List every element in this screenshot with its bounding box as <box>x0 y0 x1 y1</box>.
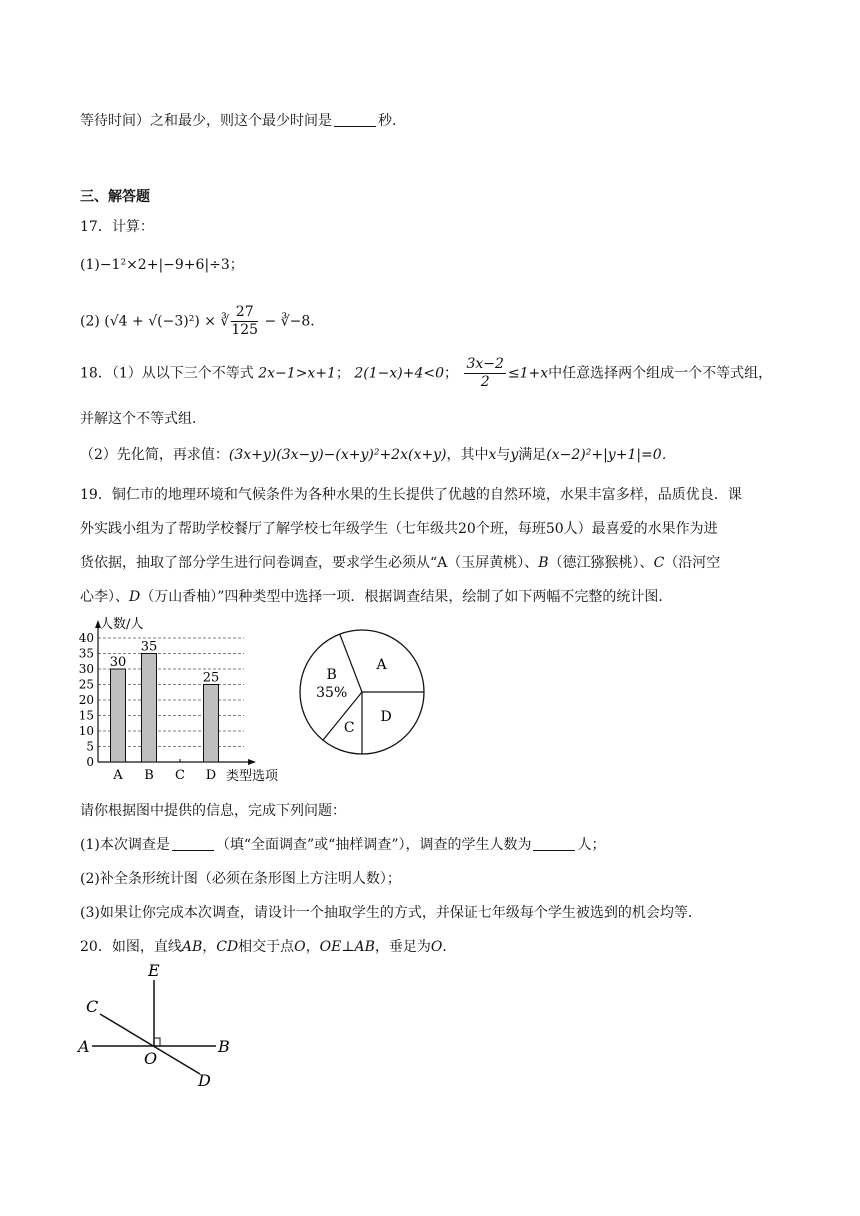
q19-sub3: (3)如果让你完成本次调查，请设计一个抽取学生的方式，并保证七年级每个学生被选到的机会均等． <box>80 905 702 921</box>
y-tick-label: 5 <box>86 739 94 754</box>
label-o: O <box>144 1049 158 1068</box>
q19-l3-d: C <box>653 555 665 571</box>
y-axis-title: 人数/人 <box>100 617 144 632</box>
q17-part2-expr-a: (√4 + √(−3)²) × ∛ <box>104 313 230 330</box>
q19-l4-b: D <box>129 589 141 605</box>
q18-ineq1: 2x−1>x+1 <box>258 365 336 382</box>
x-axis-title: 类型选项 <box>226 769 279 784</box>
pie-slice-label-C: C <box>343 719 355 736</box>
bar-value-label: 30 <box>109 655 127 670</box>
q19-l3-b: B <box>538 555 549 571</box>
q19-sub1-blank2[interactable] <box>533 836 575 851</box>
q17-part2-prefix: (2) <box>80 313 100 330</box>
pie-slice-percent-B: 35% <box>316 684 348 701</box>
bar-value-label: 35 <box>140 639 158 655</box>
bar-D <box>204 685 219 763</box>
q20-oe: OE⊥AB <box>319 939 375 955</box>
q20-figure <box>74 962 244 1092</box>
q18-line1 <box>80 356 772 391</box>
bar-A <box>111 669 126 762</box>
y-tick-label: 0 <box>86 755 94 769</box>
pie-chart <box>296 618 436 774</box>
q18-l1-b: 中任意选择两个组成一个不等式组， <box>548 365 773 382</box>
bar-value-label: 25 <box>202 670 220 686</box>
q20-l1-f: ． <box>442 939 457 955</box>
q18-frac-num: 3x−2 <box>466 356 504 372</box>
q18-l3-b: ，其中 <box>446 447 489 463</box>
q19-sub1-a: (1)本次调查是 <box>80 837 170 853</box>
q18-ineq3-rest: ≤1+x <box>507 365 549 382</box>
q19-l4-a: 心李）、 <box>80 589 129 605</box>
pie-slice-label-D: D <box>380 709 392 726</box>
q20-cd: CD <box>216 939 239 955</box>
q17-part1: (1)−1²×2+|−9+6|÷3； <box>80 257 244 273</box>
q19-sub2: (2)补全条形统计图（必须在条形图上方注明人数）； <box>80 871 401 887</box>
label-c: C <box>86 997 99 1016</box>
q18-line2: 并解这个不等式组． <box>80 411 206 427</box>
bar-B <box>142 654 157 763</box>
q18-line3 <box>80 444 676 464</box>
q19-l3-e: （沿河空 <box>664 555 721 571</box>
q20-ab: AB <box>181 939 203 955</box>
x-tick-label: C <box>175 768 185 783</box>
bar-chart <box>70 612 300 792</box>
q18-l1-a: 18．（1）从以下三个不等式 <box>80 365 254 382</box>
q17-part2 <box>80 304 324 339</box>
y-tick-label: 25 <box>78 677 94 692</box>
q19-l4-c: （万山香柚）”四种类型中选择一项．根据调查结果，绘制了如下两幅不完整的统计图． <box>140 589 673 605</box>
q18-fraction <box>464 356 505 391</box>
q17-fraction <box>231 304 258 339</box>
y-tick-label: 40 <box>78 631 94 645</box>
q19-sub1 <box>80 834 605 854</box>
q20-o2: O <box>430 939 443 955</box>
q19-line1: 19．铜仁市的地理环境和气候条件为各种水果的生长提供了优越的自然环境，水果丰富多样，品质优良．课 <box>80 487 742 503</box>
x-axis-arrow <box>248 759 256 765</box>
q20-line1 <box>80 936 456 956</box>
q19-sub1-blank1[interactable] <box>172 836 214 851</box>
q16-answer-blank[interactable] <box>334 112 376 127</box>
q18-sep2: ； <box>444 365 458 382</box>
q19-line2: 外实践小组为了帮助学校餐厅了解学校七年级学生（七年级共20个班，每班50人）最喜爱的水果作为进 <box>80 521 718 537</box>
pie-slice-label-A: A <box>376 657 387 674</box>
q19-sub1-c: 人； <box>577 837 606 853</box>
pie-slice-label-B: B <box>326 666 337 683</box>
q20-l1-e: ，垂足为 <box>374 939 431 955</box>
q19-line3 <box>80 552 720 572</box>
q18-l3-cond: (x−2)²+|y+1|=0． <box>546 447 676 463</box>
q18-ineq2: 2(1−x)+4<0 <box>354 365 444 382</box>
q17-part2-expr-b: − ∛−8． <box>264 313 325 330</box>
q20-l1-c: 相交于点 <box>238 939 295 955</box>
q17-frac-num: 27 <box>231 304 258 322</box>
label-e: E <box>148 962 160 980</box>
q18-l3-a: （2）先化简，再求值： <box>80 447 229 463</box>
q17-frac-den: 125 <box>231 322 259 338</box>
q20-o: O <box>294 939 306 955</box>
q17-label: 17．计算： <box>80 219 154 235</box>
label-b: B <box>218 1037 230 1056</box>
y-tick-label: 10 <box>78 724 94 738</box>
section-title: 三、解答题 <box>80 189 150 205</box>
y-tick-label: 15 <box>78 708 94 723</box>
x-tick-label: B <box>144 768 154 783</box>
y-tick-label: 30 <box>78 662 94 676</box>
q18-frac-den: 2 <box>480 374 490 390</box>
q19-sub1-b: （填“全面调查”或“抽样调查”），调查的学生人数为 <box>215 837 532 853</box>
q19-line4 <box>80 586 672 606</box>
q18-l3-y: y <box>510 447 519 463</box>
right-angle-mark <box>154 1038 160 1046</box>
q20-l1-b: ， <box>202 939 217 955</box>
q18-sep1: ； <box>335 365 350 382</box>
q18-l3-x: x <box>488 447 497 463</box>
q18-l3-d: 满足 <box>518 447 547 463</box>
q19-l3-c: （德江猕猴桃）、 <box>548 555 654 571</box>
x-tick-label: D <box>205 768 217 783</box>
q16-tail-line <box>80 110 406 130</box>
label-a: A <box>78 1037 90 1056</box>
q20-l1-a: 20．如图，直线 <box>80 939 182 955</box>
y-tick-label: 35 <box>78 646 94 661</box>
q19-after-charts: 请你根据图中提供的信息，完成下列问题： <box>80 803 346 819</box>
q19-l3-a: 货依据，抽取了部分学生进行问卷调查，要求学生必须从“A（玉屏黄桃）、 <box>80 555 539 571</box>
q18-l3-c: 与 <box>496 447 511 463</box>
label-d: D <box>198 1071 211 1090</box>
y-tick-label: 20 <box>78 693 94 707</box>
q20-l1-d: ， <box>305 939 320 955</box>
q16-tail-end: 秒． <box>378 113 406 129</box>
q16-tail-text: 等待时间）之和最少，则这个最少时间是 <box>80 113 332 129</box>
q18-l3-expr: (3x+y)(3x−y)−(x+y)²+2x(x+y) <box>228 447 447 463</box>
x-tick-label: A <box>113 768 123 783</box>
